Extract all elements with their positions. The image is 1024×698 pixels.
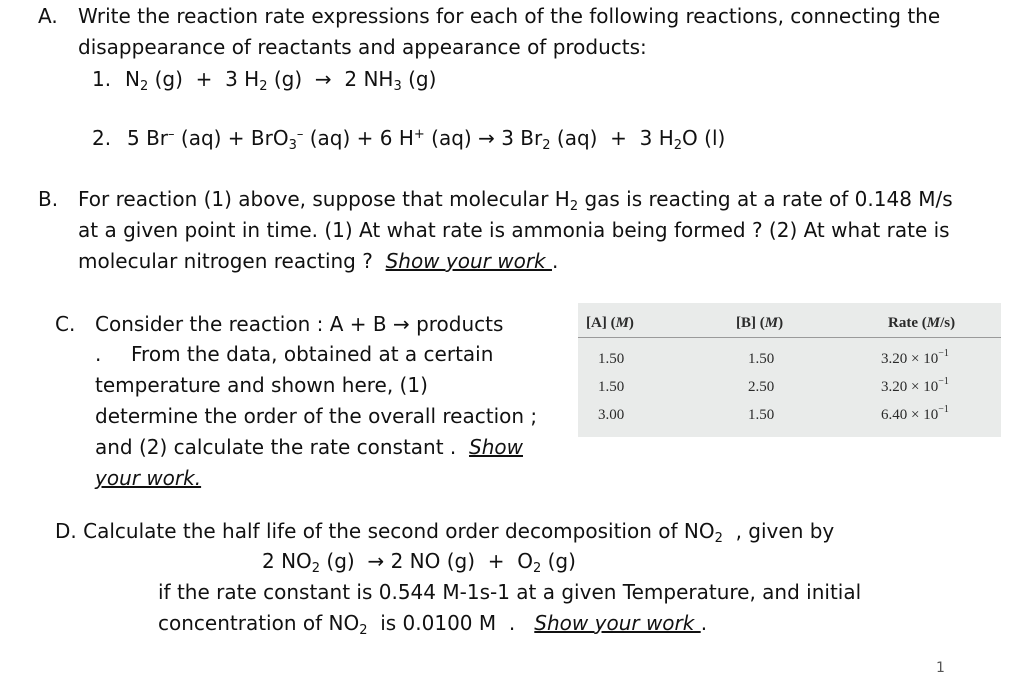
section-b-line3: molecular nitrogen reacting ? Show your work .	[78, 249, 559, 273]
table-cell: 2.50	[748, 379, 775, 395]
section-c-line5: and (2) calculate the rate constant . Show	[95, 435, 523, 459]
equation-2-number: 2.	[92, 126, 112, 150]
section-d-line3: if the rate constant is 0.544 M-1s-1 at a given Temperature, and initial	[158, 580, 862, 604]
table-header-rate: Rate (M/s)	[888, 315, 956, 331]
table-cell: 3.00	[598, 407, 625, 423]
section-c-line6: your work.	[95, 466, 202, 490]
section-b-line2: at a given point in time. (1) At what rate is ammonia being formed ? (2) At what rate is	[78, 218, 950, 242]
table-header-a: [A] (M)	[586, 315, 634, 331]
section-b-letter: B.	[38, 187, 59, 211]
show-your-work-c: Show	[469, 435, 523, 459]
rate-data-table	[578, 303, 1001, 437]
table-cell: $6.40 \times 10^{-1}$	[881, 404, 949, 423]
section-c-line4: determine the order of the overall reaction ;	[95, 404, 538, 428]
section-c-bullet: .	[95, 342, 102, 366]
table-cell: 1.50	[598, 379, 625, 395]
show-your-work-b: Show your work	[385, 249, 552, 273]
section-a-letter: A.	[38, 4, 58, 28]
section-d-line4: concentration of $NO_2$ is 0.0100 M . Show your work .	[158, 611, 708, 638]
section-d-equation: 2 $NO_2$ (g) → 2 NO $(g) + O_2$ (g)	[262, 549, 576, 576]
section-a-line1: Write the reaction rate expressions for each of the following reactions, connecting the	[78, 4, 941, 28]
table-cell: $3.20 \times 10^{-1}$	[881, 348, 949, 367]
table-header-b: [B] (M)	[736, 315, 784, 331]
show-your-work-d: Show your work	[534, 611, 701, 635]
arrow-icon: →	[314, 67, 332, 91]
section-d-line1: D. Calculate the half life of the second order decomposition of $NO_2$ , given by	[55, 519, 835, 546]
arrow-icon: →	[478, 126, 495, 150]
equation-1: $N_2$ (g) + 3 $H_2$ (g) → 2 $NH_3$ (g)	[125, 67, 437, 94]
table-cell: 1.50	[748, 351, 775, 367]
section-c-line1: Consider the reaction : A + B → products	[95, 312, 504, 336]
section-b-line1: For reaction (1) above, suppose that molecular $H_2$ gas is reacting at a rate of 0.148 M/s	[78, 187, 953, 214]
table-divider	[578, 337, 1001, 338]
section-c-line2: From the data, obtained at a certain	[131, 342, 494, 366]
section-c-line3: temperature and shown here, (1)	[95, 373, 428, 397]
table-cell: $3.20 \times 10^{-1}$	[881, 376, 949, 395]
section-c-letter: C.	[55, 312, 76, 336]
page-number: 1	[936, 660, 945, 676]
section-a-line2: disappearance of reactants and appearance of products:	[78, 35, 647, 59]
table-cell: 1.50	[748, 407, 775, 423]
equation-2: 5 Br– (aq) + BrO$_3$– (aq) + 6 H+ (aq) → 3 $Br_2$ (aq) + 3 $H_2O$ (l)	[127, 126, 726, 153]
equation-1-number: 1.	[92, 67, 112, 91]
table-cell: 1.50	[598, 351, 625, 367]
